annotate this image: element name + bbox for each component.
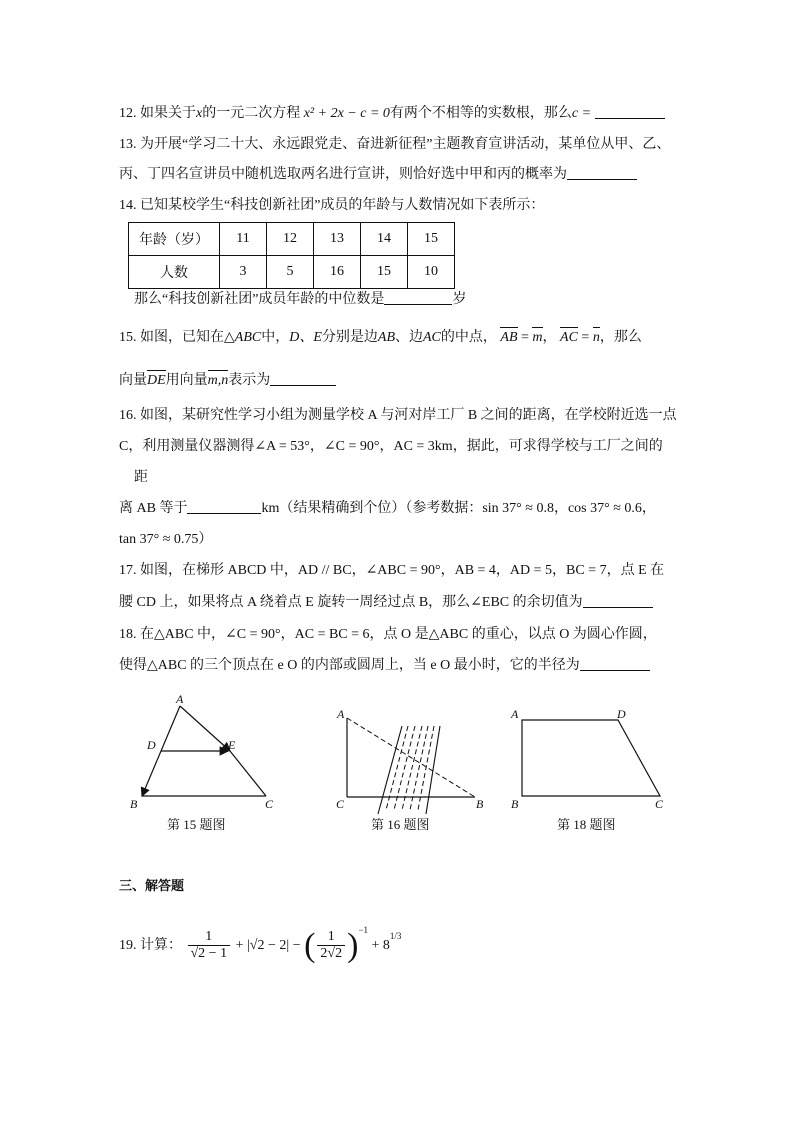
age-count-table [128,222,455,289]
label-c: C [265,797,274,811]
section-3-title: 三、解答题 [119,879,185,894]
table-cell: 10 [408,256,455,289]
label-c: C [336,797,345,811]
question-16-line-1: 16. 如图，某研究性学习小组为测量学校 A 与河对岸工厂 B 之间的距离，在学校附近选一点 [119,408,677,423]
table-row [129,256,455,289]
side-ec-line [230,751,266,796]
label-b: B [476,797,484,811]
label-d: D [147,738,156,752]
answer-blank[interactable] [583,607,653,608]
question-16-line-4: 离 AB 等于 km（结果精确到个位）（参考数据：sin 37° ≈ 0.8，cos 37° ≈ 0.6， [119,501,656,516]
table-cell: 11 [220,223,267,256]
label-d: D [617,707,626,721]
label-a: A [337,707,345,721]
table-cell: 16 [314,256,361,289]
answer-blank[interactable] [187,513,261,514]
question-19: 19. 计算： $\frac{1}{√2 - 1}$ + |√2 − 2| − ( $\frac{1}{2√2}$ )$^{-1} + 8^{1/3}$ [119,925,402,964]
label-c: C [655,797,664,811]
question-12: 12. 如果关于x的一元二次方程 x² + 2x − c = 0有两个不相等的实数根，那么c = [119,104,665,124]
fraction: $\frac{1}{√2 - 1}$ [188,929,231,962]
figure-16 [330,700,495,815]
table-header-age: 年龄（岁） [129,223,220,256]
question-18-line-2: 使得△ABC 的三个顶点在 e O 的内部或圆周上，当 e O 最小时，它的半径为 [119,656,650,676]
answer-blank[interactable] [384,304,452,305]
figure-15-caption: 第 15 题图 [167,817,226,832]
table-row [129,223,455,256]
label-b: B [511,797,519,811]
question-17-line-2: 腰 CD 上，如果将点 A 绕着点 E 旋转一周经过点 B，那么∠EBC 的余切值为 [119,593,653,613]
table-cell: 14 [361,223,408,256]
figure-16-caption: 第 16 题图 [371,817,430,832]
answer-blank[interactable] [567,179,637,180]
question-15-line-1: 15. 如图，已知在△ABC中，D、E分别是边AB、边AC的中点， AB = m， AC = n，那么 [119,328,642,348]
answer-blank[interactable] [580,670,650,671]
figure-18 [505,700,675,815]
trapezoid-abcd [522,720,660,796]
answer-blank[interactable] [595,118,665,119]
table-header-count: 人数 [129,256,220,289]
vector-ae-line [180,706,230,751]
answer-blank[interactable] [270,385,336,386]
figure-15 [120,690,290,815]
label-e: E [228,738,236,752]
question-18-line-1: 18. 在△ABC 中，∠C = 90°，AC = BC = 6，点 O 是△ABC 的重心，以点 O 为圆心作圆， [119,627,657,642]
river-bank-right [426,726,440,814]
label-b: B [130,797,138,811]
table-cell: 3 [220,256,267,289]
question-16-line-3: 距 [134,470,148,485]
question-14-intro: 14. 已知某校学生“科技创新社团”成员的年龄与人数情况如下表所示： [119,198,545,213]
question-13-line-2: 丙、丁四名宣讲员中随机选取两名进行宣讲，则恰好选中甲和丙的概率为 [119,165,637,185]
question-16-line-5: tan 37° ≈ 0.75） [119,532,213,547]
table-cell: 15 [408,223,455,256]
question-17-line-1: 17. 如图，在梯形 ABCD 中，AD // BC，∠ABC = 90°，AB = 4，AD = 5，BC = 7，点 E 在 [119,563,665,578]
question-16-line-2: C，利用测量仪器测得∠A = 53°，∠C = 90°，AC = 3km，据此，可求得学校与工厂之间的 [119,439,663,454]
label-a: A [511,707,519,721]
question-13-line-1: 13. 为开展“学习二十大、永远跟党走、奋进新征程”主题教育宣讲活动，某单位从甲、乙、 [119,137,671,152]
figure-18-caption: 第 18 题图 [557,817,616,832]
side-ab-dashed-line [347,718,475,797]
table-cell: 13 [314,223,361,256]
table-cell: 5 [267,256,314,289]
question-15-line-2: 向量DE用向量m,n表示为 [119,371,336,391]
label-a: A [176,692,184,706]
fraction: $\frac{1}{2√2}$ [317,929,345,962]
table-cell: 12 [267,223,314,256]
question-14-followup: 那么“科技创新社团”成员年龄的中位数是 岁 [134,292,467,307]
table-cell: 15 [361,256,408,289]
